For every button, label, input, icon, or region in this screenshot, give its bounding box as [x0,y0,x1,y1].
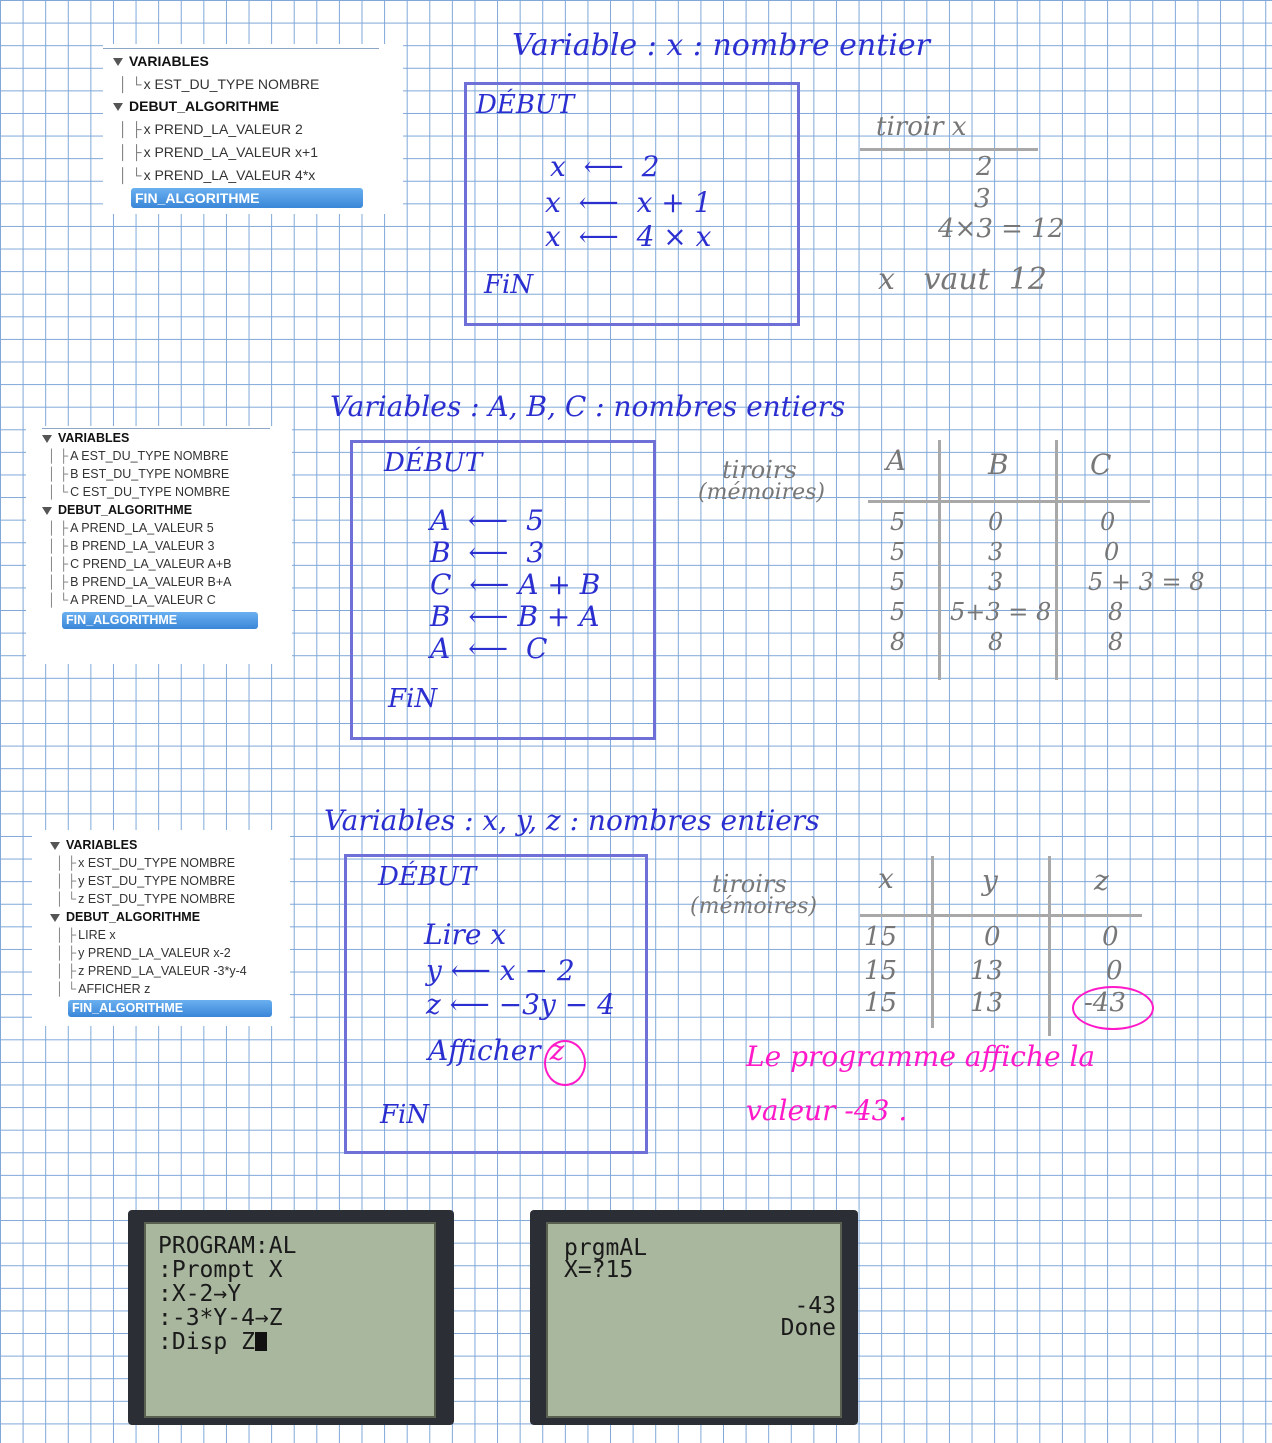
algo1-line-1: x ⟵ 2 [550,150,660,183]
tree-instr-line[interactable]: │ ├ B PREND_LA_VALEUR 3 [48,539,215,553]
algo1-line-2: x ⟵ x + 1 [545,186,712,219]
table1-value: 2 [976,152,993,182]
tree-instr-line[interactable]: │ └ A PREND_LA_VALEUR C [48,593,216,607]
tree-debut-node[interactable]: DEBUT_ALGORITHME [42,503,192,517]
calc-line: X=?15 [564,1257,634,1283]
table2-cell: 0 [1104,538,1120,566]
conclusion-note-line-1: Le programme affiche la [746,1040,1096,1073]
calc-line: :X-2→Y [158,1281,242,1307]
table2-col-header: B [988,448,1009,481]
algobox-tree-1 [103,44,403,214]
table2-cell: 5 [890,568,906,596]
tree-variables-node[interactable]: VARIABLES [113,53,209,69]
calc-result: -43 [794,1293,836,1319]
algo3-afficher-line: Afficher z [428,1034,565,1067]
memoires-label: (mémoires) [698,480,826,505]
afficher-highlight-circle [544,1040,586,1086]
table2-col-divider [938,440,941,680]
algo3-read-line: Lire x [424,918,507,951]
tree-debut-node[interactable]: DEBUT_ALGORITHME [113,98,279,114]
calculator-lcd [546,1222,842,1418]
table3-cell: 15 [864,988,898,1018]
table2-cell: 5+3 = 8 [950,598,1052,626]
tree-var-line[interactable]: │ └ z EST_DU_TYPE NOMBRE [56,892,236,906]
collapse-triangle-icon[interactable] [113,58,123,66]
table2-col-header: A [886,444,907,477]
algo2-line-2: B ⟵ 3 [430,536,545,569]
table2-cell: 8 [988,628,1004,656]
fin-label: FiN [388,684,438,714]
section1-heading: Variable : x : nombre entier [512,28,930,63]
table3-col-divider [931,856,934,1028]
table3-col-header: y [982,864,998,897]
calc-done: Done [780,1315,836,1341]
calc-line: :Disp Z [158,1330,267,1354]
tree-instr-line[interactable]: │ ├ z PREND_LA_VALEUR -3*y-4 [56,964,247,978]
algo2-line-4: B ⟵ B + A [430,600,600,633]
table1-value: 4×3 = 12 [938,214,1065,244]
table2-cell: 0 [1100,508,1116,536]
conclusion-1: x vaut 12 [878,262,1048,297]
algo1-line-3: x ⟵ 4 × x [545,220,712,253]
calculator-screen-program [128,1210,454,1425]
tree-fin-node-selected[interactable]: FIN_ALGORITHME [131,188,363,208]
table3-cell: -43 [1084,988,1126,1018]
calc-line: :-3*Y-4→Z [158,1305,283,1331]
table3-cell: 15 [864,956,898,986]
table2-cell: 8 [890,628,906,656]
table3-cell: 0 [1102,922,1119,952]
algobox-tree-2 [26,426,292,664]
tree-instr-line[interactable]: │ ├ C PREND_LA_VALEUR A+B [48,557,232,571]
tree-var-line[interactable]: │ ├ x EST_DU_TYPE NOMBRE [56,856,236,870]
result-highlight-circle [1072,986,1154,1030]
memoires-label: (mémoires) [690,894,818,919]
calc-line: :Prompt X [158,1257,283,1283]
fin-label: FiN [380,1100,430,1130]
fin-label: FiN [484,270,534,300]
table3-cell: 0 [1106,956,1123,986]
tree-instr-line[interactable]: │ ├ LIRE x [56,928,116,942]
conclusion-note-line-2: valeur -43 . [746,1094,908,1127]
algo2-line-1: A ⟵ 5 [430,504,544,537]
tiroir-x-header: tiroir x [876,112,967,142]
collapse-triangle-icon[interactable] [42,507,52,515]
table3-cell: 0 [984,922,1001,952]
tree-instr-line[interactable]: │ └ AFFICHER z [56,982,151,996]
table3-cell: 13 [970,956,1004,986]
tiroirs-label: tiroirs [722,456,797,484]
tree-instr-line[interactable]: │ └ x PREND_LA_VALEUR 4*x [119,167,316,183]
calculator-screen-output [530,1210,858,1425]
table2-cell: 8 [1108,628,1124,656]
tree-var-line[interactable]: │ └ x EST_DU_TYPE NOMBRE [119,76,320,92]
algo2-line-3: C ⟵ A + B [430,568,601,601]
table2-cell: 8 [1108,598,1124,626]
tree-fin-node-selected[interactable]: FIN_ALGORITHME [62,612,258,629]
tree-variables-node[interactable]: VARIABLES [50,838,137,852]
calc-line: prgmAL [564,1235,648,1261]
table3-header-line [860,914,1142,917]
tree-variables-node[interactable]: VARIABLES [42,431,129,445]
table3-col-header: z [1094,864,1109,897]
debut-label: DÉBUT [476,90,575,120]
collapse-triangle-icon[interactable] [50,914,60,922]
section3-heading: Variables : x, y, z : nombres entiers [324,804,820,837]
table2-cell: 3 [988,568,1004,596]
tree-instr-line[interactable]: │ ├ B PREND_LA_VALEUR B+A [48,575,232,589]
tree-instr-line[interactable]: │ ├ A PREND_LA_VALEUR 5 [48,521,214,535]
debut-label: DÉBUT [384,448,483,478]
algo3-line-1: y ⟵ x − 2 [426,954,575,987]
collapse-triangle-icon[interactable] [50,842,60,850]
collapse-triangle-icon[interactable] [113,103,123,111]
table2-header-line [868,500,1150,503]
table1-value: 3 [974,184,991,214]
table3-col-divider [1048,856,1051,1036]
tree-var-line[interactable]: │ ├ y EST_DU_TYPE NOMBRE [56,874,236,888]
tree-var-line[interactable]: │ └ C EST_DU_TYPE NOMBRE [48,485,230,499]
table1-header-line [860,148,1038,151]
table2-cell: 5 [890,508,906,536]
table2-cell: 5 [890,598,906,626]
table2-col-header: C [1090,448,1112,481]
algo2-line-5: A ⟵ C [430,632,548,665]
section2-heading: Variables : A, B, C : nombres entiers [330,390,846,423]
table2-cell: 5 [890,538,906,566]
algobox-tree-3 [32,830,290,1026]
tree-fin-node-selected[interactable]: FIN_ALGORITHME [68,1000,272,1017]
debut-label: DÉBUT [378,862,477,892]
tree-top-edge [42,428,270,429]
table3-col-header: x [878,862,894,895]
cursor-block-icon [255,1332,267,1351]
tree-top-edge [103,48,379,49]
tree-var-line[interactable]: │ ├ B EST_DU_TYPE NOMBRE [48,467,230,481]
table3-cell: 15 [864,922,898,952]
tree-instr-line[interactable]: │ ├ x PREND_LA_VALEUR 2 [119,121,303,137]
tree-var-line[interactable]: │ ├ A EST_DU_TYPE NOMBRE [48,449,229,463]
algo3-line-2: z ⟵ −3y − 4 [426,988,615,1021]
table2-col-divider [1055,440,1058,680]
table2-cell: 0 [988,508,1004,536]
tiroirs-label: tiroirs [712,870,787,898]
table3-cell: 13 [970,988,1004,1018]
calculator-lcd [144,1222,436,1418]
tree-instr-line[interactable]: │ ├ y PREND_LA_VALEUR x-2 [56,946,231,960]
table2-cell: 5 + 3 = 8 [1088,568,1205,596]
calc-line: PROGRAM:AL [158,1233,297,1259]
tree-instr-line[interactable]: │ ├ x PREND_LA_VALEUR x+1 [119,144,318,160]
tree-debut-node[interactable]: DEBUT_ALGORITHME [50,910,200,924]
table2-cell: 3 [988,538,1004,566]
collapse-triangle-icon[interactable] [42,435,52,443]
